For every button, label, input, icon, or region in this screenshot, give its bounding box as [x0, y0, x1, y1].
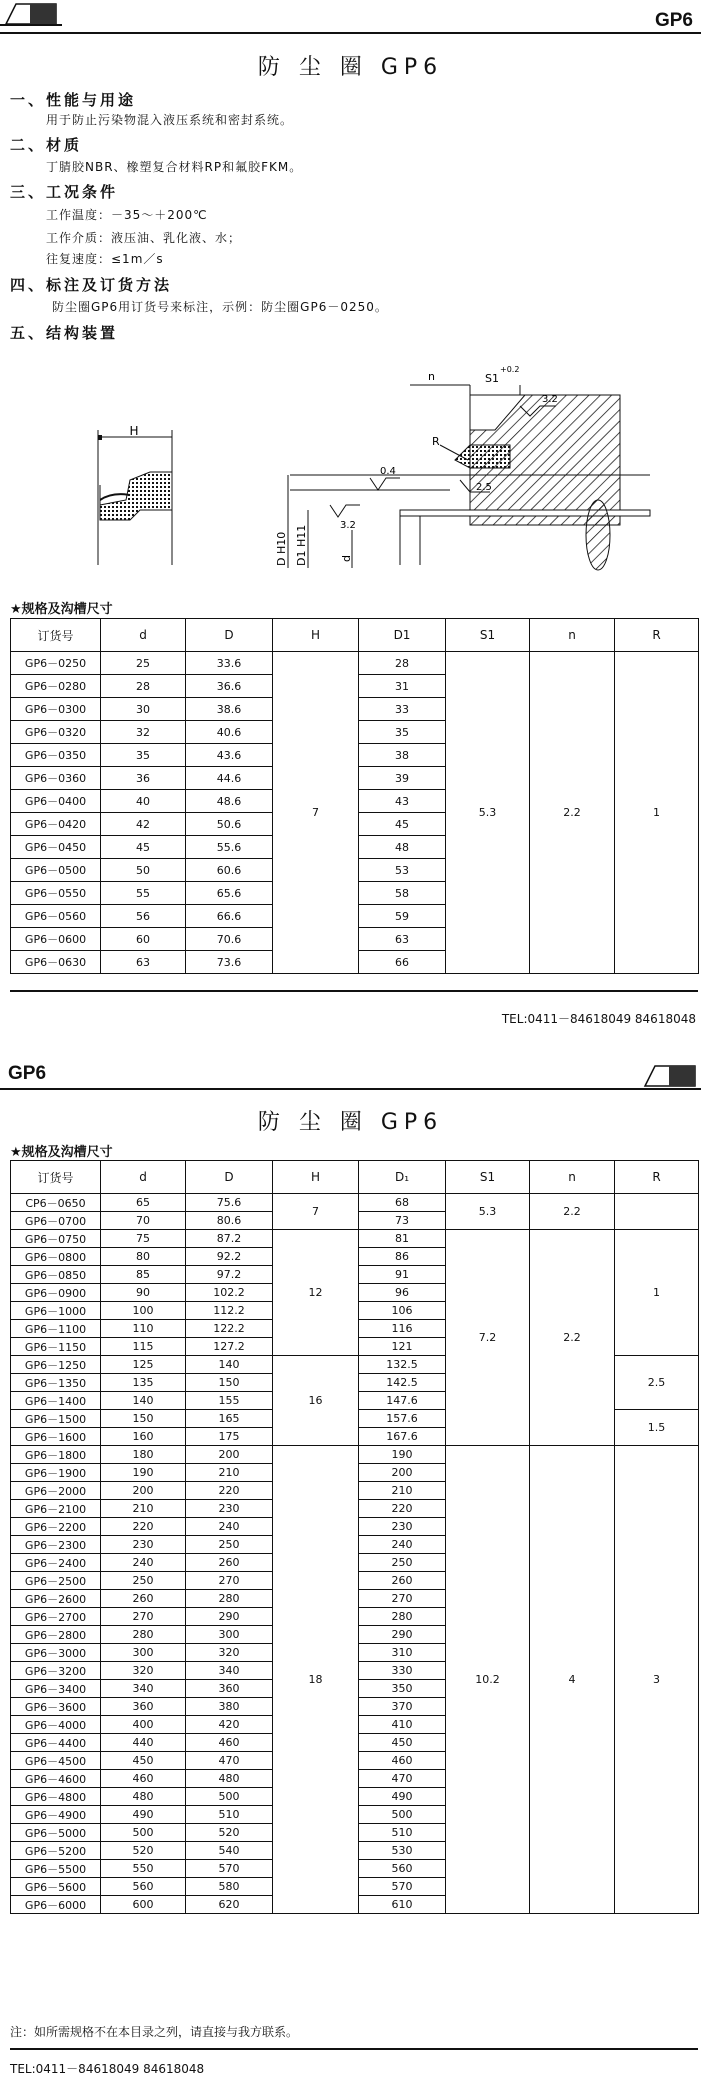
table-cell: GP6－2500	[11, 1572, 101, 1590]
table-cell: 1.5	[615, 1410, 699, 1446]
spec-table-2	[10, 1160, 699, 1914]
table-cell: 45	[101, 836, 186, 859]
section-text: 工作温度：－35～＋200℃	[46, 208, 208, 222]
table-cell: 96	[359, 1284, 446, 1302]
table-cell: GP6－4000	[11, 1716, 101, 1734]
table-cell: GP6－3200	[11, 1662, 101, 1680]
table-cell: 100	[101, 1302, 186, 1320]
table-cell: 230	[101, 1536, 186, 1554]
table-cell: GP6－1500	[11, 1410, 101, 1428]
table-cell: 155	[186, 1392, 273, 1410]
section-text: 防尘圈GP6用订货号来标注，示例：防尘圈GP6－0250。	[52, 300, 388, 314]
header-rule	[0, 1088, 701, 1090]
table-cell: 450	[101, 1752, 186, 1770]
table-cell: 147.6	[359, 1392, 446, 1410]
table-cell: 33	[359, 698, 446, 721]
table-cell: GP6－3400	[11, 1680, 101, 1698]
table-cell: 92.2	[186, 1248, 273, 1266]
table-cell: 45	[359, 813, 446, 836]
table-cell: GP6－1100	[11, 1320, 101, 1338]
table-cell: GP6－0300	[11, 698, 101, 721]
table-cell: GP6－1000	[11, 1302, 101, 1320]
table-cell: 38	[359, 744, 446, 767]
table-cell: 85	[101, 1266, 186, 1284]
section-heading: 一、性能与用途	[10, 91, 137, 109]
table-cell: 280	[186, 1590, 273, 1608]
table-cell: 40.6	[186, 721, 273, 744]
table-cell: 110	[101, 1320, 186, 1338]
table-cell: 55	[101, 882, 186, 905]
table-cell: 112.2	[186, 1302, 273, 1320]
table-cell: GP6－2700	[11, 1608, 101, 1626]
table-cell: 167.6	[359, 1428, 446, 1446]
section-text: 用于防止污染物混入液压系统和密封系统。	[46, 113, 294, 127]
table-cell: GP6－0360	[11, 767, 101, 790]
table-cell: 7.2	[446, 1230, 530, 1446]
table-cell: 160	[101, 1428, 186, 1446]
table-cell: 570	[359, 1878, 446, 1896]
table-cell: 36.6	[186, 675, 273, 698]
table-cell: 135	[101, 1374, 186, 1392]
header-cell: 订货号	[11, 1161, 101, 1194]
table-cell: 150	[101, 1410, 186, 1428]
table-cell: 59	[359, 905, 446, 928]
table-cell: 2.5	[615, 1356, 699, 1410]
table-cell: 520	[101, 1842, 186, 1860]
table-cell: 7	[273, 652, 359, 974]
table-cell: 260	[186, 1554, 273, 1572]
table-cell: 68	[359, 1194, 446, 1212]
table-cell: 300	[186, 1626, 273, 1644]
table-cell: 102.2	[186, 1284, 273, 1302]
label-d: d	[340, 555, 353, 562]
table-cell: GP6－0800	[11, 1248, 101, 1266]
table-cell: 65.6	[186, 882, 273, 905]
table-row	[11, 1194, 699, 1212]
table-row	[11, 1446, 699, 1464]
table-cell: 530	[359, 1842, 446, 1860]
table-cell: GP6－0550	[11, 882, 101, 905]
table-cell: 50	[101, 859, 186, 882]
table-cell: 400	[101, 1716, 186, 1734]
header-cell: D1	[359, 619, 446, 652]
table-cell: GP6－0250	[11, 652, 101, 675]
table-cell: 210	[359, 1482, 446, 1500]
table-cell: 12	[273, 1230, 359, 1356]
table-cell: 320	[101, 1662, 186, 1680]
table-cell: 2.2	[530, 1194, 615, 1230]
table-cell: GP6－2200	[11, 1518, 101, 1536]
table-cell: 28	[359, 652, 446, 675]
table-cell: 44.6	[186, 767, 273, 790]
table-cell: 500	[101, 1824, 186, 1842]
table-cell: 250	[101, 1572, 186, 1590]
table-cell: 165	[186, 1410, 273, 1428]
table-cell: 290	[186, 1608, 273, 1626]
table-cell: GP6－2400	[11, 1554, 101, 1572]
table-cell: 190	[359, 1446, 446, 1464]
table-cell: 380	[186, 1698, 273, 1716]
table-caption: ★规格及沟槽尺寸	[10, 1145, 113, 1160]
table-cell: 3	[615, 1446, 699, 1914]
table-cell: GP6－2600	[11, 1590, 101, 1608]
label-roughness-3.2b: 3.2	[340, 520, 356, 531]
table-cell: 30	[101, 698, 186, 721]
page-tag: GP6	[654, 10, 693, 31]
table-cell: GP6－0600	[11, 928, 101, 951]
table-cell: 28	[101, 675, 186, 698]
table-cell: 5.3	[446, 1194, 530, 1230]
table-cell: GP6－0630	[11, 951, 101, 974]
corner-logo-icon	[639, 1062, 701, 1088]
table-cell: 115	[101, 1338, 186, 1356]
table-cell: 132.5	[359, 1356, 446, 1374]
table-cell: 50.6	[186, 813, 273, 836]
header-cell: S1	[446, 1161, 530, 1194]
table-cell: 360	[186, 1680, 273, 1698]
table-cell: 140	[186, 1356, 273, 1374]
footer-rule	[10, 990, 698, 992]
table-cell: 1	[615, 652, 699, 974]
table-row	[11, 652, 699, 675]
table-cell: 570	[186, 1860, 273, 1878]
header-cell: 订货号	[11, 619, 101, 652]
table-cell: 127.2	[186, 1338, 273, 1356]
table-cell: 220	[186, 1482, 273, 1500]
table-cell: 53	[359, 859, 446, 882]
label-roughness-3.2: 3.2	[542, 394, 558, 405]
table-cell: 350	[359, 1680, 446, 1698]
label-n: n	[428, 370, 435, 383]
table-cell: 210	[186, 1464, 273, 1482]
table-cell: GP6－2100	[11, 1500, 101, 1518]
table-cell: GP6－4800	[11, 1788, 101, 1806]
page-title: 防 尘 圈 GP6	[257, 55, 444, 80]
table-cell: 330	[359, 1662, 446, 1680]
table-cell: 560	[359, 1860, 446, 1878]
table-cell: 25	[101, 652, 186, 675]
table-cell: 140	[101, 1392, 186, 1410]
section-heading: 五、结构装置	[10, 324, 119, 342]
table-cell: 270	[186, 1572, 273, 1590]
table-cell: 480	[101, 1788, 186, 1806]
table-cell: GP6－1150	[11, 1338, 101, 1356]
table-cell: 610	[359, 1896, 446, 1914]
table-cell: 35	[359, 721, 446, 744]
section-heading: 三、工况条件	[10, 183, 119, 201]
table-header-row	[11, 1161, 699, 1194]
table-cell: 240	[101, 1554, 186, 1572]
table-header-row	[11, 619, 699, 652]
table-cell: 600	[101, 1896, 186, 1914]
table-cell: 63	[359, 928, 446, 951]
table-cell: 150	[186, 1374, 273, 1392]
table-cell: 550	[101, 1860, 186, 1878]
table-cell: 38.6	[186, 698, 273, 721]
table-cell: 97.2	[186, 1266, 273, 1284]
header-cell: R	[615, 619, 699, 652]
table-cell: 440	[101, 1734, 186, 1752]
table-cell: 340	[101, 1680, 186, 1698]
table-cell: GP6－0320	[11, 721, 101, 744]
table-cell: 63	[101, 951, 186, 974]
table-cell: 4	[530, 1446, 615, 1914]
table-cell: 230	[359, 1518, 446, 1536]
table-cell: 220	[101, 1518, 186, 1536]
table-cell: 490	[359, 1788, 446, 1806]
table-cell: CP6－0650	[11, 1194, 101, 1212]
table-cell: 220	[359, 1500, 446, 1518]
header-cell: S1	[446, 619, 530, 652]
table-cell: 200	[359, 1464, 446, 1482]
table-cell: GP6－0350	[11, 744, 101, 767]
section-heading: 四、标注及订货方法	[10, 276, 173, 294]
table-cell: 470	[186, 1752, 273, 1770]
label-R: R	[432, 435, 440, 448]
table-cell: 540	[186, 1842, 273, 1860]
table-cell: 250	[186, 1536, 273, 1554]
table-cell: 460	[186, 1734, 273, 1752]
table-cell: GP6－0900	[11, 1284, 101, 1302]
table-cell: 48.6	[186, 790, 273, 813]
table-cell: 310	[359, 1644, 446, 1662]
table-cell: 460	[101, 1770, 186, 1788]
table-cell: GP6－4600	[11, 1770, 101, 1788]
table-cell: 81	[359, 1230, 446, 1248]
table-cell: 36	[101, 767, 186, 790]
table-row	[11, 1230, 699, 1248]
table-cell: 60	[101, 928, 186, 951]
table-cell: 190	[101, 1464, 186, 1482]
table-cell: 90	[101, 1284, 186, 1302]
page-tag: GP6	[8, 1063, 47, 1084]
table-cell: GP6－0280	[11, 675, 101, 698]
table-cell: GP6－2000	[11, 1482, 101, 1500]
note-text: 注：如所需规格不在本目录之列，请直接与我方联系。	[10, 2025, 299, 2039]
table-cell: 116	[359, 1320, 446, 1338]
table-cell: 157.6	[359, 1410, 446, 1428]
tel-text: TEL:0411－84618049 84618048	[501, 1012, 696, 1026]
spec-table-1	[10, 618, 699, 974]
label-S1: S1	[485, 372, 499, 385]
table-cell: 70.6	[186, 928, 273, 951]
table-cell: 210	[101, 1500, 186, 1518]
table-cell: 122.2	[186, 1320, 273, 1338]
table-cell: GP6－0400	[11, 790, 101, 813]
section-heading: 二、材质	[10, 136, 83, 154]
table-cell: 410	[359, 1716, 446, 1734]
table-cell: 360	[101, 1698, 186, 1716]
table-cell: GP6－5500	[11, 1860, 101, 1878]
table-cell: GP6－6000	[11, 1896, 101, 1914]
table-cell: GP6－0420	[11, 813, 101, 836]
table-cell: 580	[186, 1878, 273, 1896]
table-cell: 200	[186, 1446, 273, 1464]
header-rule	[0, 32, 701, 34]
table-cell: 490	[101, 1806, 186, 1824]
footer-rule	[10, 2048, 698, 2050]
table-cell: 80.6	[186, 1212, 273, 1230]
section-text: 丁腈胶NBR、橡塑复合材料RP和氟胶FKM。	[46, 160, 303, 174]
table-cell: 280	[359, 1608, 446, 1626]
table-cell: GP6－1900	[11, 1464, 101, 1482]
table-cell: 2.2	[530, 1230, 615, 1446]
table-cell: 73.6	[186, 951, 273, 974]
table-cell: 370	[359, 1698, 446, 1716]
label-D1-H11: D1 H11	[295, 524, 308, 566]
table-cell: 121	[359, 1338, 446, 1356]
label-H: H	[129, 424, 139, 438]
header-cell: d	[101, 619, 186, 652]
table-cell: 2.2	[530, 652, 615, 974]
table-cell: 32	[101, 721, 186, 744]
corner-logo-icon	[0, 0, 62, 26]
table-cell: 290	[359, 1626, 446, 1644]
table-cell: GP6－5200	[11, 1842, 101, 1860]
table-cell: 58	[359, 882, 446, 905]
table-cell: 39	[359, 767, 446, 790]
table-cell: 56	[101, 905, 186, 928]
table-cell: 55.6	[186, 836, 273, 859]
table-cell: 73	[359, 1212, 446, 1230]
label-S1-tol: +0.2	[500, 365, 520, 374]
table-cell: 18	[273, 1446, 359, 1914]
table-cell: GP6－1350	[11, 1374, 101, 1392]
table-cell: GP6－2300	[11, 1536, 101, 1554]
table-cell: 270	[359, 1590, 446, 1608]
table-cell: GP6－5000	[11, 1824, 101, 1842]
table-cell: GP6－1250	[11, 1356, 101, 1374]
label-roughness-0.4: 0.4	[380, 466, 396, 477]
table-cell: 460	[359, 1752, 446, 1770]
table-cell: 510	[359, 1824, 446, 1842]
table-cell: 200	[101, 1482, 186, 1500]
table-cell: GP6－1600	[11, 1428, 101, 1446]
table-cell: 240	[186, 1518, 273, 1536]
label-roughness-2.5: 2.5	[476, 482, 492, 493]
table-cell: GP6－1800	[11, 1446, 101, 1464]
header-cell: R	[615, 1161, 699, 1194]
table-cell: GP6－0750	[11, 1230, 101, 1248]
table-cell: 230	[186, 1500, 273, 1518]
table-cell: 75.6	[186, 1194, 273, 1212]
table-cell: GP6－0500	[11, 859, 101, 882]
table-cell: 60.6	[186, 859, 273, 882]
table-cell: 66.6	[186, 905, 273, 928]
table-cell: 620	[186, 1896, 273, 1914]
table-cell: 340	[186, 1662, 273, 1680]
table-cell: GP6－4900	[11, 1806, 101, 1824]
table-cell: 75	[101, 1230, 186, 1248]
table-cell: 91	[359, 1266, 446, 1284]
table-cell: GP6－3000	[11, 1644, 101, 1662]
table-cell: GP6－3600	[11, 1698, 101, 1716]
table-cell: GP6－0850	[11, 1266, 101, 1284]
header-cell: n	[530, 1161, 615, 1194]
structure-diagram	[0, 350, 701, 590]
table-cell: 480	[186, 1770, 273, 1788]
header-cell: D	[186, 619, 273, 652]
table-cell: GP6－5600	[11, 1878, 101, 1896]
table-cell: GP6－4500	[11, 1752, 101, 1770]
table-cell: 33.6	[186, 652, 273, 675]
table-cell: 106	[359, 1302, 446, 1320]
table-cell: 42	[101, 813, 186, 836]
table-cell: 500	[186, 1788, 273, 1806]
table-cell: 86	[359, 1248, 446, 1266]
header-cell: D	[186, 1161, 273, 1194]
table-cell: 66	[359, 951, 446, 974]
table-cell: GP6－4400	[11, 1734, 101, 1752]
table-cell: 43.6	[186, 744, 273, 767]
table-cell: 48	[359, 836, 446, 859]
table-cell: 240	[359, 1536, 446, 1554]
table-cell: 31	[359, 675, 446, 698]
table-cell: 80	[101, 1248, 186, 1266]
table-cell: 40	[101, 790, 186, 813]
table-cell: 65	[101, 1194, 186, 1212]
table-cell: 35	[101, 744, 186, 767]
table-cell: 16	[273, 1356, 359, 1446]
table-cell: 250	[359, 1554, 446, 1572]
table-cell: 87.2	[186, 1230, 273, 1248]
table-cell: GP6－0560	[11, 905, 101, 928]
header-cell: H	[273, 619, 359, 652]
table-cell: 280	[101, 1626, 186, 1644]
table-cell: 560	[101, 1878, 186, 1896]
table-cell: GP6－0700	[11, 1212, 101, 1230]
table-cell: 450	[359, 1734, 446, 1752]
table-caption: ★规格及沟槽尺寸	[10, 602, 113, 617]
table-cell	[615, 1194, 699, 1230]
section-text: 工作介质：液压油、乳化液、水；	[46, 231, 242, 245]
table-cell: 320	[186, 1644, 273, 1662]
table-cell: 10.2	[446, 1446, 530, 1914]
tel-text: TEL:0411－84618049 84618048	[10, 2062, 205, 2076]
table-cell: 142.5	[359, 1374, 446, 1392]
table-cell: 470	[359, 1770, 446, 1788]
label-D-H10: D H10	[275, 531, 288, 566]
table-cell: 180	[101, 1446, 186, 1464]
table-cell: 43	[359, 790, 446, 813]
table-cell: 7	[273, 1194, 359, 1230]
page-title: 防 尘 圈 GP6	[257, 1110, 444, 1135]
table-cell: 300	[101, 1644, 186, 1662]
table-cell: 260	[101, 1590, 186, 1608]
table-cell: 510	[186, 1806, 273, 1824]
table-cell: 500	[359, 1806, 446, 1824]
header-cell: D₁	[359, 1161, 446, 1194]
table-cell: 270	[101, 1608, 186, 1626]
table-cell: 5.3	[446, 652, 530, 974]
table-cell: 1	[615, 1230, 699, 1356]
table-cell: 125	[101, 1356, 186, 1374]
table-cell: GP6－0450	[11, 836, 101, 859]
header-cell: H	[273, 1161, 359, 1194]
header-cell: d	[101, 1161, 186, 1194]
table-cell: 520	[186, 1824, 273, 1842]
table-cell: 260	[359, 1572, 446, 1590]
header-cell: n	[530, 619, 615, 652]
section-text: 往复速度：≤1m／s	[46, 252, 164, 266]
table-cell: 420	[186, 1716, 273, 1734]
table-cell: GP6－1400	[11, 1392, 101, 1410]
table-cell: GP6－2800	[11, 1626, 101, 1644]
table-cell: 175	[186, 1428, 273, 1446]
table-cell: 70	[101, 1212, 186, 1230]
